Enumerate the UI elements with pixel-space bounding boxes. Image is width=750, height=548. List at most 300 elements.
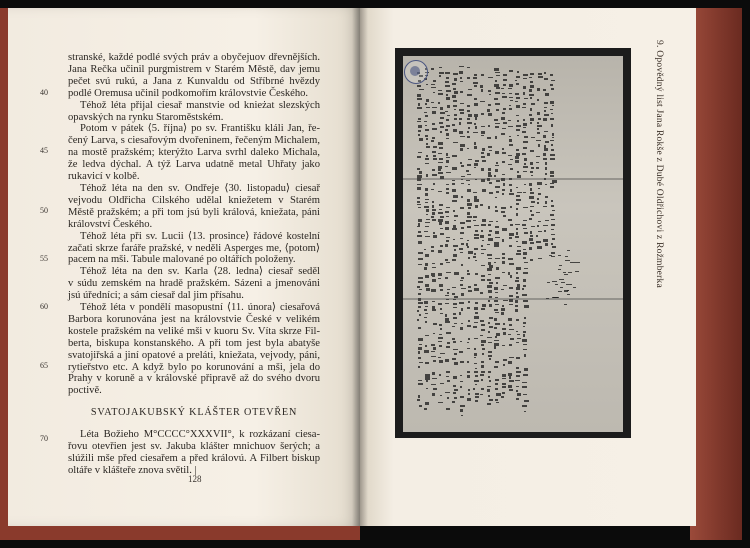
ink-stroke bbox=[516, 272, 518, 275]
ink-stroke bbox=[446, 332, 451, 334]
ink-stroke bbox=[467, 342, 469, 343]
ink-stroke bbox=[433, 333, 435, 335]
ink-stroke bbox=[516, 76, 520, 78]
ink-stroke bbox=[467, 273, 471, 274]
ink-stroke bbox=[524, 98, 528, 99]
ink-stroke bbox=[552, 238, 555, 240]
ink-stroke bbox=[445, 211, 448, 213]
text-line: Léta Božieho M°CCCC°XXXVII°, k rozkázaní ciesa- bbox=[80, 429, 320, 441]
ink-stroke bbox=[516, 241, 518, 242]
ink-stroke bbox=[501, 117, 505, 119]
ink-stroke bbox=[424, 309, 426, 310]
ink-stroke bbox=[494, 84, 498, 87]
ink-stroke bbox=[446, 94, 448, 96]
ink-stroke bbox=[516, 228, 518, 230]
ink-stroke bbox=[474, 338, 478, 340]
ink-stroke bbox=[438, 341, 441, 343]
ink-stroke bbox=[474, 353, 476, 355]
ink-stroke bbox=[523, 249, 526, 250]
ink-stroke bbox=[480, 85, 483, 88]
ink-stroke bbox=[551, 124, 554, 127]
ink-stroke bbox=[530, 150, 534, 152]
text-line: rukavicí v kolbě. bbox=[68, 171, 140, 183]
ink-stroke bbox=[494, 98, 498, 101]
ink-stroke bbox=[494, 119, 497, 121]
ink-stroke bbox=[474, 363, 477, 364]
ink-stroke bbox=[460, 396, 464, 398]
ink-stroke bbox=[452, 287, 455, 288]
section-heading: SVATOJAKUBSKÝ KLÁŠTER OTEVŘEN bbox=[90, 407, 298, 419]
ink-stroke bbox=[552, 281, 557, 282]
ink-stroke bbox=[426, 107, 430, 108]
ink-stroke bbox=[524, 184, 527, 185]
ink-stroke bbox=[474, 167, 476, 168]
ink-stroke bbox=[482, 219, 486, 222]
ink-stroke bbox=[475, 393, 480, 395]
ink-stroke bbox=[446, 184, 449, 185]
ink-stroke bbox=[495, 258, 500, 259]
ink-stroke bbox=[417, 204, 421, 205]
ink-stroke bbox=[438, 90, 441, 91]
ink-stroke bbox=[551, 224, 555, 227]
ink-stroke bbox=[417, 168, 420, 170]
ink-stroke bbox=[482, 160, 486, 163]
ink-stroke bbox=[425, 321, 427, 323]
ink-stroke bbox=[545, 196, 548, 199]
text-line: v súdu zemském na hradě pražském. Sázeni a jmenováni bbox=[68, 278, 320, 290]
ink-stroke bbox=[524, 262, 528, 263]
ink-stroke bbox=[516, 129, 521, 130]
ink-stroke bbox=[426, 288, 430, 291]
ink-stroke bbox=[433, 360, 436, 362]
ink-stroke bbox=[523, 228, 526, 230]
ink-stroke bbox=[431, 216, 434, 219]
ink-stroke bbox=[417, 184, 421, 185]
ink-stroke bbox=[466, 180, 469, 181]
ink-stroke bbox=[433, 347, 436, 350]
ink-stroke bbox=[446, 237, 450, 238]
text-line: svatojiřská a jiní opatové a preláti, kniežata, vejvody, páni, bbox=[68, 349, 320, 361]
ink-stroke bbox=[425, 115, 428, 117]
ink-stroke bbox=[431, 102, 434, 103]
ink-stroke bbox=[473, 192, 477, 193]
ink-stroke bbox=[543, 89, 546, 91]
ink-stroke bbox=[537, 125, 542, 128]
ink-stroke bbox=[425, 402, 429, 404]
ink-stroke bbox=[565, 256, 568, 257]
ink-stroke bbox=[530, 73, 534, 76]
ink-stroke bbox=[545, 220, 549, 221]
ink-stroke bbox=[502, 378, 506, 379]
ink-stroke bbox=[438, 250, 441, 252]
ink-stroke bbox=[523, 123, 527, 125]
ink-stroke bbox=[510, 100, 513, 101]
ink-stroke bbox=[425, 313, 428, 314]
ink-stroke bbox=[551, 149, 554, 151]
ink-stroke bbox=[440, 383, 444, 384]
ink-stroke bbox=[538, 221, 541, 222]
ink-stroke bbox=[432, 378, 437, 379]
ink-stroke bbox=[418, 357, 421, 359]
ink-stroke bbox=[481, 168, 484, 171]
library-stamp-core bbox=[410, 66, 420, 76]
ink-stroke bbox=[575, 271, 579, 272]
ink-stroke bbox=[446, 240, 449, 241]
ink-stroke bbox=[480, 292, 482, 294]
ink-stroke bbox=[543, 225, 548, 226]
ink-stroke bbox=[544, 145, 547, 148]
ink-stroke bbox=[516, 331, 518, 332]
ink-stroke bbox=[538, 76, 543, 78]
ink-stroke bbox=[417, 201, 420, 204]
ink-stroke bbox=[523, 272, 528, 274]
ink-stroke bbox=[431, 250, 434, 252]
ink-stroke bbox=[417, 107, 422, 108]
ink-stroke bbox=[508, 258, 513, 261]
ink-stroke bbox=[488, 206, 491, 209]
ink-stroke bbox=[473, 326, 477, 328]
ink-stroke bbox=[424, 408, 426, 411]
ink-stroke bbox=[467, 122, 472, 125]
ink-stroke bbox=[454, 272, 459, 274]
ink-stroke bbox=[503, 364, 505, 366]
ink-stroke bbox=[452, 401, 455, 403]
ink-stroke bbox=[515, 101, 518, 102]
ink-stroke bbox=[523, 119, 526, 121]
ink-stroke bbox=[558, 269, 561, 270]
ink-stroke bbox=[417, 197, 420, 199]
ink-stroke bbox=[453, 100, 457, 103]
ink-stroke bbox=[447, 289, 450, 291]
ink-stroke bbox=[487, 386, 491, 387]
ink-stroke bbox=[501, 88, 503, 89]
text-line: Potom v pátek ⟨5. října⟩ po sv. Františku kláli Jan, ře- bbox=[80, 123, 320, 135]
ink-stroke bbox=[438, 191, 442, 192]
ink-stroke bbox=[516, 208, 518, 211]
ink-stroke bbox=[495, 165, 499, 167]
ink-stroke bbox=[551, 80, 555, 81]
ink-stroke bbox=[474, 357, 476, 358]
ink-stroke bbox=[473, 388, 475, 390]
ink-stroke bbox=[522, 288, 524, 290]
ink-stroke bbox=[494, 309, 498, 311]
ink-stroke bbox=[517, 338, 521, 339]
ink-stroke bbox=[438, 212, 443, 213]
ink-stroke bbox=[418, 327, 421, 328]
ink-stroke bbox=[502, 261, 504, 264]
ink-stroke bbox=[537, 225, 539, 228]
ink-stroke bbox=[432, 276, 434, 278]
ink-stroke bbox=[516, 398, 520, 400]
ink-stroke bbox=[545, 93, 549, 96]
ink-stroke bbox=[445, 227, 449, 230]
ink-stroke bbox=[432, 107, 437, 108]
ink-stroke bbox=[568, 272, 572, 273]
ink-stroke bbox=[508, 88, 511, 89]
ink-stroke bbox=[418, 351, 420, 354]
ink-stroke bbox=[488, 104, 491, 106]
ink-stroke bbox=[558, 291, 562, 292]
ink-stroke bbox=[489, 150, 492, 151]
ink-stroke bbox=[474, 163, 478, 166]
ink-stroke bbox=[523, 78, 527, 79]
ink-stroke bbox=[530, 259, 533, 261]
ink-stroke bbox=[468, 389, 470, 392]
ink-stroke bbox=[515, 280, 519, 281]
ink-stroke bbox=[481, 361, 484, 363]
text-line: Městě pražském; a při tom jsú byli králová, kniežata, páni bbox=[68, 206, 320, 218]
ink-stroke bbox=[432, 263, 436, 264]
ink-stroke bbox=[453, 376, 457, 379]
ink-stroke bbox=[445, 295, 448, 296]
ink-stroke bbox=[460, 112, 464, 114]
ink-stroke bbox=[495, 206, 497, 208]
ink-stroke bbox=[439, 204, 443, 206]
ink-stroke bbox=[502, 228, 507, 231]
ink-stroke bbox=[544, 78, 548, 80]
text-line: stranské, každé podlé svých práv a obyčejuov dřevnějších. bbox=[68, 52, 320, 63]
ink-stroke bbox=[425, 306, 428, 307]
ink-stroke bbox=[524, 411, 526, 413]
ink-stroke bbox=[439, 360, 444, 363]
ink-stroke bbox=[432, 174, 437, 176]
ink-stroke bbox=[460, 222, 464, 224]
ink-stroke bbox=[453, 73, 458, 75]
ink-stroke bbox=[417, 286, 420, 288]
paper-fold bbox=[403, 298, 623, 300]
ink-stroke bbox=[480, 204, 482, 206]
text-line: kostele pražském na veliké mši v kuoru Sv. Víta skrze Fil- bbox=[68, 325, 320, 337]
ink-stroke bbox=[545, 184, 547, 185]
ink-stroke bbox=[426, 214, 428, 215]
ink-stroke bbox=[509, 344, 512, 346]
ink-stroke bbox=[445, 221, 449, 224]
ink-stroke bbox=[488, 331, 490, 332]
text-line: řovu otevřien jest sv. Jakuba klášter mnichuov šerých; a bbox=[68, 441, 320, 453]
ink-stroke bbox=[432, 279, 435, 282]
ink-stroke bbox=[460, 77, 463, 79]
ink-stroke bbox=[468, 114, 472, 117]
ink-stroke bbox=[552, 246, 557, 248]
ink-stroke bbox=[467, 398, 471, 401]
ink-stroke bbox=[438, 357, 441, 358]
ink-stroke bbox=[438, 303, 442, 305]
ink-stroke bbox=[426, 84, 429, 85]
ink-stroke bbox=[522, 339, 526, 342]
ink-stroke bbox=[559, 279, 564, 280]
ink-stroke bbox=[523, 331, 526, 334]
ink-stroke bbox=[508, 385, 512, 387]
ink-stroke bbox=[523, 147, 527, 149]
ink-stroke bbox=[522, 294, 527, 296]
ink-stroke bbox=[468, 290, 472, 292]
ink-stroke bbox=[508, 272, 510, 275]
ink-stroke bbox=[474, 199, 479, 202]
paper-fold bbox=[403, 178, 623, 180]
ink-stroke bbox=[432, 209, 436, 211]
ink-stroke bbox=[487, 403, 491, 405]
ink-stroke bbox=[418, 347, 422, 350]
ink-stroke bbox=[446, 138, 449, 140]
ink-stroke bbox=[516, 253, 520, 255]
ink-stroke bbox=[439, 75, 441, 77]
ink-stroke bbox=[502, 112, 505, 115]
ink-stroke bbox=[530, 162, 533, 165]
ink-stroke bbox=[523, 127, 526, 129]
ink-stroke bbox=[509, 376, 512, 378]
ink-stroke bbox=[475, 302, 478, 304]
ink-stroke bbox=[467, 212, 470, 214]
ink-stroke bbox=[552, 133, 554, 136]
ink-stroke bbox=[516, 195, 520, 196]
ink-stroke bbox=[475, 273, 479, 274]
ink-stroke bbox=[440, 245, 443, 248]
ink-stroke bbox=[495, 197, 498, 198]
ink-stroke bbox=[475, 117, 478, 120]
ink-stroke bbox=[454, 114, 458, 116]
ink-stroke bbox=[426, 380, 429, 382]
ink-stroke bbox=[529, 89, 532, 92]
ink-stroke bbox=[461, 415, 464, 416]
ink-stroke bbox=[488, 290, 492, 293]
ink-stroke bbox=[544, 110, 547, 112]
ink-stroke bbox=[439, 147, 443, 149]
ink-stroke bbox=[530, 108, 532, 111]
ink-stroke bbox=[432, 123, 435, 126]
ink-stroke bbox=[439, 345, 441, 347]
ink-stroke bbox=[426, 174, 428, 177]
ink-stroke bbox=[573, 287, 576, 288]
ink-stroke bbox=[561, 282, 565, 283]
ink-stroke bbox=[524, 317, 526, 318]
ink-stroke bbox=[549, 255, 552, 256]
ink-stroke bbox=[510, 159, 513, 160]
ink-stroke bbox=[453, 254, 456, 256]
ink-stroke bbox=[550, 183, 553, 184]
ink-stroke bbox=[425, 188, 428, 191]
ink-stroke bbox=[531, 137, 535, 139]
ink-stroke bbox=[502, 96, 507, 97]
text-line: rytieřstvo etc. A když bylo po korunování a mši, jela do bbox=[68, 361, 320, 373]
ink-stroke bbox=[552, 180, 557, 183]
ink-stroke bbox=[530, 192, 534, 194]
ink-stroke bbox=[529, 247, 532, 249]
ink-stroke bbox=[440, 131, 442, 133]
ink-stroke bbox=[502, 148, 504, 150]
ink-stroke bbox=[508, 361, 512, 364]
ink-stroke bbox=[418, 103, 420, 106]
ink-stroke bbox=[489, 94, 491, 95]
ink-stroke bbox=[440, 107, 444, 110]
ink-stroke bbox=[446, 125, 450, 127]
ink-stroke bbox=[461, 183, 465, 184]
ink-stroke bbox=[523, 74, 527, 76]
ink-stroke bbox=[523, 192, 527, 193]
ink-stroke bbox=[445, 166, 447, 167]
ink-stroke bbox=[530, 231, 533, 234]
ink-stroke bbox=[452, 259, 455, 261]
ink-stroke bbox=[452, 228, 456, 229]
ink-stroke bbox=[509, 263, 514, 264]
ink-stroke bbox=[474, 371, 478, 372]
ink-stroke bbox=[488, 351, 492, 353]
ink-stroke bbox=[550, 171, 553, 174]
ink-stroke bbox=[439, 72, 444, 74]
text-line: jsú úředníci; a sám ciesař dal jim přísahu. bbox=[68, 290, 244, 302]
ink-stroke bbox=[537, 132, 539, 134]
ink-stroke bbox=[419, 89, 424, 90]
ink-stroke bbox=[445, 392, 449, 393]
ink-stroke bbox=[495, 80, 497, 82]
ink-stroke bbox=[447, 380, 450, 382]
ink-stroke bbox=[461, 277, 464, 280]
ink-stroke bbox=[418, 277, 423, 279]
ink-stroke bbox=[481, 131, 484, 133]
ink-stroke bbox=[481, 371, 486, 373]
ink-stroke bbox=[417, 121, 420, 122]
ink-stroke bbox=[523, 326, 526, 328]
ink-stroke bbox=[432, 212, 435, 214]
ink-stroke bbox=[446, 207, 450, 209]
ink-stroke bbox=[550, 118, 554, 119]
ink-stroke bbox=[454, 323, 458, 324]
ink-stroke bbox=[417, 85, 421, 87]
ink-stroke bbox=[454, 389, 458, 391]
ink-stroke bbox=[487, 337, 491, 338]
ink-stroke bbox=[530, 118, 533, 121]
ink-stroke bbox=[481, 275, 485, 277]
ink-stroke bbox=[424, 350, 428, 352]
ink-stroke bbox=[474, 234, 479, 237]
ink-stroke bbox=[523, 207, 528, 209]
ink-stroke bbox=[558, 255, 560, 256]
ink-stroke bbox=[460, 162, 463, 164]
ink-stroke bbox=[440, 117, 444, 118]
ink-stroke bbox=[453, 105, 457, 106]
ink-stroke bbox=[446, 216, 449, 218]
ink-stroke bbox=[426, 209, 429, 211]
ink-stroke bbox=[501, 308, 505, 311]
ink-stroke bbox=[440, 126, 444, 128]
ink-stroke bbox=[537, 128, 539, 129]
ink-stroke bbox=[461, 293, 464, 296]
ink-stroke bbox=[487, 254, 491, 256]
ink-stroke bbox=[509, 93, 513, 94]
ink-stroke bbox=[523, 349, 527, 350]
ink-stroke bbox=[487, 137, 491, 138]
ink-stroke bbox=[474, 74, 477, 76]
ink-stroke bbox=[446, 153, 448, 156]
ink-stroke bbox=[509, 287, 513, 289]
ink-stroke bbox=[460, 136, 465, 137]
ink-stroke bbox=[473, 216, 476, 218]
ink-stroke bbox=[460, 238, 463, 240]
ink-stroke bbox=[431, 68, 434, 70]
ink-stroke bbox=[454, 109, 456, 111]
ink-stroke bbox=[445, 259, 447, 261]
text-line: Téhož léta při sv. Lucii ⟨13. prosince⟩ řádové kostelní bbox=[80, 230, 320, 242]
ink-stroke bbox=[459, 109, 464, 112]
ink-stroke bbox=[502, 253, 505, 255]
ink-stroke bbox=[538, 118, 541, 120]
ink-stroke bbox=[433, 232, 435, 234]
ink-stroke bbox=[480, 320, 484, 322]
text-line: vejvodu Oldřicha Cilského udělal kniežetem v Starém bbox=[68, 194, 320, 206]
ink-stroke bbox=[482, 148, 485, 151]
ink-stroke bbox=[516, 232, 518, 234]
ink-stroke bbox=[474, 348, 476, 350]
ink-stroke bbox=[523, 141, 528, 143]
